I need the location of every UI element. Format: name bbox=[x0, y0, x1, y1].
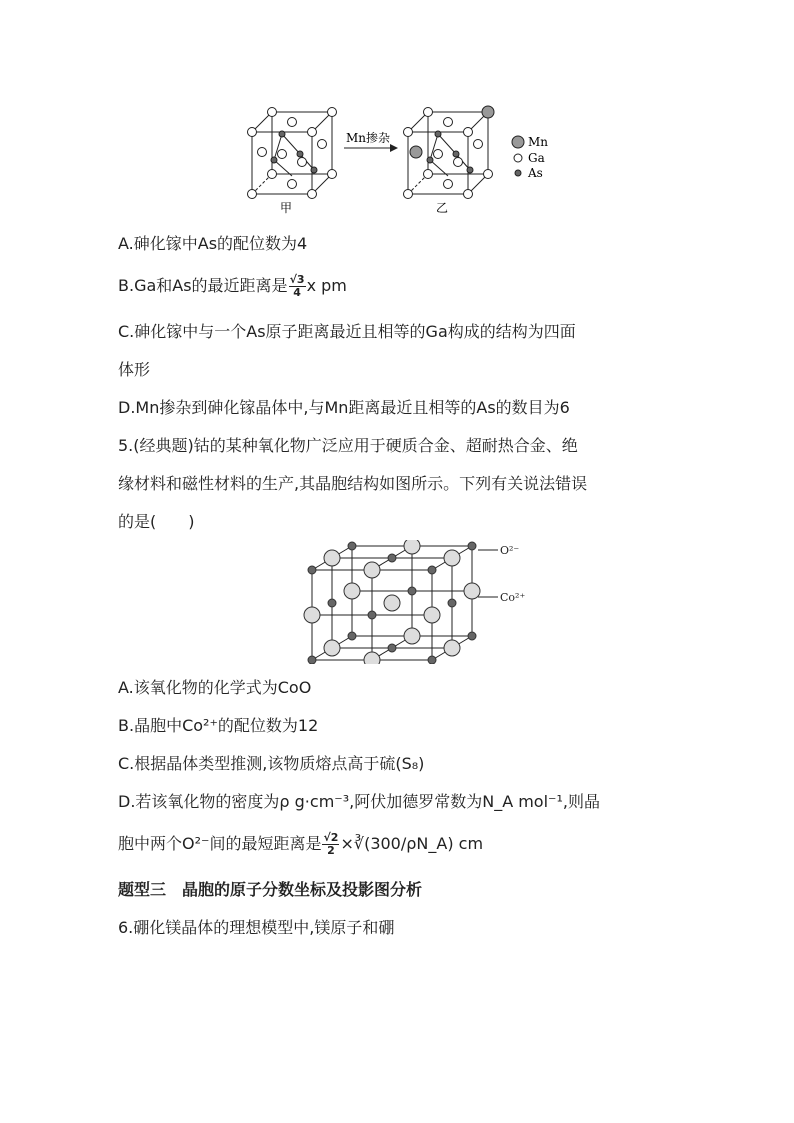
q4-option-c-line2: 体形 bbox=[118, 360, 151, 379]
q5-option-d-pre: 胞中两个O²⁻间的最短距离是 bbox=[118, 834, 322, 853]
coo-atoms bbox=[304, 540, 480, 664]
legend bbox=[512, 136, 524, 176]
q5-option-d-post: cm bbox=[453, 834, 484, 853]
q5-option-d-line1: D.若该氧化物的密度为ρ g·cm⁻³,阿伏加德罗常数为N_A mol⁻¹,则晶 bbox=[118, 792, 600, 811]
q5-option-b: B.晶胞中Co²⁺的配位数为12 bbox=[118, 716, 319, 735]
q4-option-b-pre: B.Ga和As的最近距离是 bbox=[118, 276, 288, 295]
frac-den: 2 bbox=[327, 844, 335, 857]
label-co2-plus: Co²⁺ bbox=[500, 591, 526, 604]
q5-option-c: C.根据晶体类型推测,该物质熔点高于硫(S₈) bbox=[118, 754, 425, 773]
arrow-label: Mn掺杂 bbox=[346, 131, 391, 145]
gaas-crystal-figure bbox=[244, 104, 554, 216]
legend-mn: Mn bbox=[528, 135, 549, 149]
q5-stem-line2: 缘材料和磁性材料的生产,其晶胞结构如图所示。下列有关说法错误 bbox=[118, 474, 588, 493]
q4-option-a: A.砷化镓中As的配位数为4 bbox=[118, 234, 308, 253]
label-o2-minus: O²⁻ bbox=[500, 544, 520, 557]
q6-stem: 6.硼化镁晶体的理想模型中,镁原子和硼 bbox=[118, 918, 395, 937]
section-heading: 题型三 晶胞的原子分数坐标及投影图分析 bbox=[118, 880, 423, 899]
q5-stem-line3: 的是( ) bbox=[118, 512, 195, 531]
caption-yi: 乙 bbox=[436, 201, 449, 215]
q5-option-d-fraction bbox=[322, 832, 339, 857]
coo-crystal-figure bbox=[300, 540, 500, 664]
legend-as: As bbox=[528, 166, 543, 180]
doping-arrow bbox=[344, 130, 398, 152]
q5-stem-line1: 5.(经典题)钴的某种氧化物广泛应用于硬质合金、超耐热合金、绝 bbox=[118, 436, 578, 455]
q4-option-b bbox=[118, 274, 347, 299]
frac-num: √2 bbox=[323, 831, 339, 844]
frac-den: 4 bbox=[293, 286, 301, 299]
q4-option-b-fraction bbox=[289, 274, 306, 299]
q5-option-a: A.该氧化物的化学式为CoO bbox=[118, 678, 312, 697]
q4-option-b-post: x pm bbox=[306, 276, 347, 295]
caption-jia: 甲 bbox=[280, 201, 293, 215]
q5-option-d-line2 bbox=[118, 832, 483, 857]
q5-option-d-root: ×∛(300/ρN_A) bbox=[340, 834, 454, 853]
frac-num: √3 bbox=[289, 273, 305, 286]
legend-ga: Ga bbox=[528, 151, 545, 165]
q4-option-d: D.Mn掺杂到砷化镓晶体中,与Mn距离最近且相等的As的数目为6 bbox=[118, 398, 570, 417]
q4-option-c-line1: C.砷化镓中与一个As原子距离最近且相等的Ga构成的结构为四面 bbox=[118, 322, 576, 341]
